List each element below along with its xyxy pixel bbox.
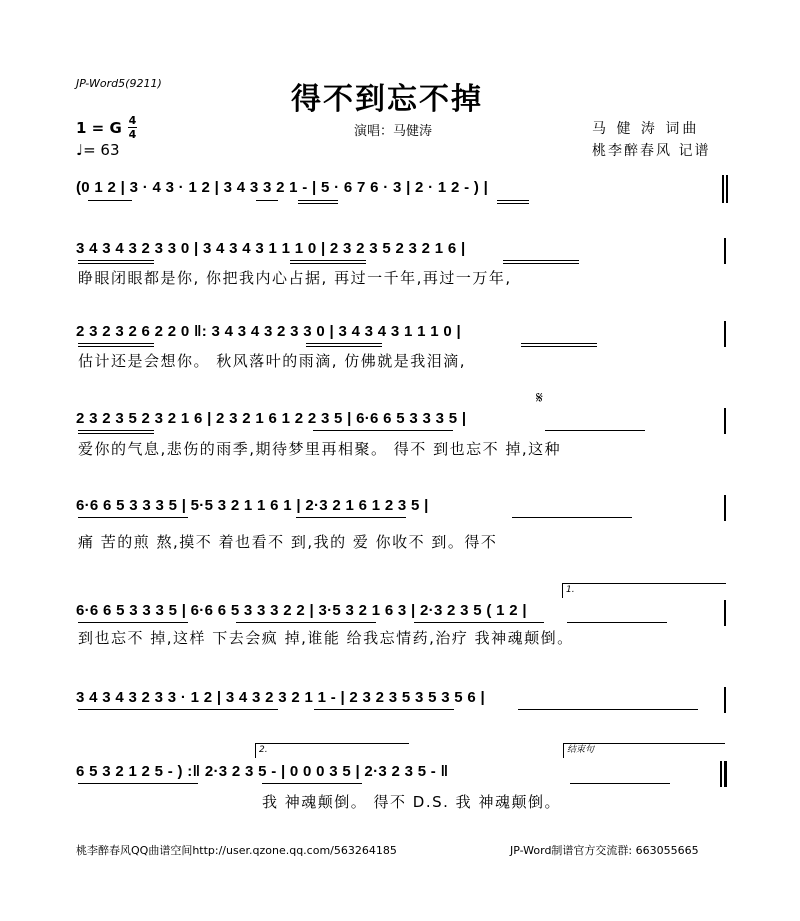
system-8-notes: 6 5 3 2 1 2 5 - ) :‖ 2·3 2 3 5 - | 0 0 0 3 5 | 2·3 2 3 5 - ‖ [76,763,449,780]
time-sig-top: 4 [128,114,137,127]
tempo-value: = 63 [83,141,120,159]
ending-phrase-bracket [563,743,725,758]
second-ending-bracket [255,743,409,758]
system-4-lyrics: 爱你的气息,悲伤的雨季,期待梦里再相聚。 得不 到也忘不 掉,这种 [78,440,562,458]
composer-credit: 马 健 涛 词曲 [592,121,700,137]
system-4-notes: 2 3 2 3 5 2 3 2 1 6 | 2 3 2 1 6 1 2 2 3 5 | 6·6 6 5 3 3 3 5 | [76,410,467,427]
segno-icon: 𝄋 [536,388,543,407]
software-tag: JP-Word5(9211) [76,77,162,90]
time-signature [128,115,137,140]
system-3-notes: 2 3 2 3 2 6 2 2 0 ‖: 3 4 3 4 3 2 3 3 0 | 3 4 3 4 3 1 1 1 0 | [76,323,461,340]
footer-right: JP-Word制谱官方交流群: 663055665 [510,844,699,857]
footer-left: 桃李醉春风QQ曲谱空间http://user.qzone.qq.com/563264185 [76,844,397,857]
system-1-notes: (0 1 2 | 3 · 4 3 · 1 2 | 3 4 3 3 2 1 - | 5 · 6 7 6 · 3 | 2 · 1 2 - ) | [76,179,489,196]
system-6-notes: 6·6 6 5 3 3 3 5 | 6·6 6 5 3 3 3 2 2 | 3·5 3 2 1 6 3 | 2·3 2 3 5 ( 1 2 | [76,602,527,619]
singer-credit: 演唱：马健涛 [354,124,433,139]
system-5-notes: 6·6 6 5 3 3 3 5 | 5·5 3 2 1 1 6 1 | 2·3 2 1 6 1 2 3 5 | [76,497,429,514]
system-6-lyrics: 到也忘不 掉,这样 下去会疯 掉,谁能 给我忘情药,治疗 我神魂颠倒。 [78,629,574,647]
system-2-notes: 3 4 3 4 3 2 3 3 0 | 3 4 3 4 3 1 1 1 0 | 2 3 2 3 5 2 3 2 1 6 | [76,240,466,257]
first-ending-bracket [562,583,726,598]
system-8-lyrics: 我 神魂颠倒。 得不 D.S. 我 神魂颠倒。 [262,793,561,811]
system-5-lyrics: 痛 苦的煎 熬,摸不 着也看不 到,我的 爱 你收不 到。得不 [78,533,498,551]
system-3-lyrics: 估计还是会想你。 秋风落叶的雨滴, 仿佛就是我泪滴, [78,352,467,370]
key-signature: 1 = G [76,119,122,137]
system-7-notes: 3 4 3 4 3 2 3 3 · 1 2 | 3 4 3 2 3 2 1 1 - | 2 3 2 3 5 3 5 3 5 6 | [76,689,486,706]
first-ending-label: 1. [566,585,575,595]
transcriber-credit: 桃李醉春风 记谱 [592,143,711,159]
quarter-note-icon: ♩ [76,141,84,159]
page-title: 得不到忘不掉 [291,82,483,117]
ending-phrase-label: 结束句 [567,745,595,755]
second-ending-label: 2. [259,745,268,755]
tempo-marking [76,141,120,159]
time-sig-bottom: 4 [128,128,137,141]
system-2-lyrics: 睁眼闭眼都是你, 你把我内心占据, 再过一千年,再过一万年, [78,269,512,287]
